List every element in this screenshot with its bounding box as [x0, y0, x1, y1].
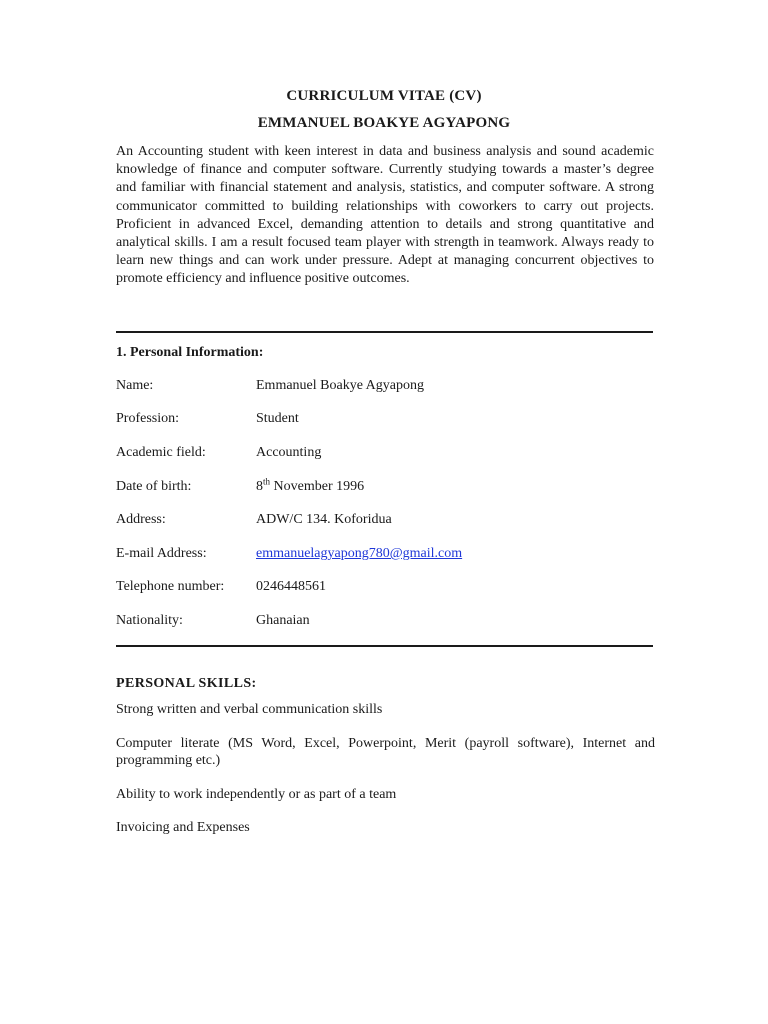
info-value: Ghanaian	[256, 613, 310, 628]
info-row-telephone	[116, 579, 656, 599]
info-label: Address:	[116, 512, 166, 527]
dob-rest: November 1996	[270, 479, 365, 494]
info-value: Student	[256, 411, 299, 426]
info-value: ADW/C 134. Koforidua	[256, 512, 392, 527]
info-row-profession	[116, 411, 656, 431]
info-row-address	[116, 512, 656, 532]
skill-item: Ability to work independently or as part of a team	[116, 787, 397, 802]
info-label: Telephone number:	[116, 579, 225, 594]
info-row-email	[116, 546, 656, 566]
info-value: Accounting	[256, 445, 322, 460]
info-row-academic-field	[116, 445, 656, 465]
info-label: Profession:	[116, 411, 179, 426]
skill-item: Computer literate (MS Word, Excel, Powerpoint, Merit (payroll software), Internet and programming etc.)	[116, 736, 655, 768]
skill-item: Invoicing and Expenses	[116, 820, 250, 835]
info-row-date-of-birth	[116, 476, 656, 499]
personal-skills-heading: PERSONAL SKILLS:	[116, 676, 257, 691]
section-divider	[116, 645, 653, 647]
info-value	[256, 476, 365, 495]
section-divider	[116, 331, 653, 333]
info-label: E-mail Address:	[116, 546, 207, 561]
skill-item: Strong written and verbal communication skills	[116, 702, 383, 717]
info-label: Nationality:	[116, 613, 183, 628]
dob-ordinal-suffix: th	[263, 476, 271, 487]
info-label: Name:	[116, 378, 154, 393]
personal-info-heading: 1. Personal Information:	[116, 345, 264, 360]
dob-day: 8	[256, 479, 263, 494]
info-value: Emmanuel Boakye Agyapong	[256, 378, 424, 393]
info-label: Academic field:	[116, 445, 206, 460]
profile-summary: An Accounting student with keen interest in data and business analysis and sound academic knowledge of finance and computer software. Currently studying towards a master’s degree and familiar with financial statement and analysis, statistics, and computer software. A strong communicator committed to building relationships with coworkers to carry out projects. Proficient in advanced Excel, demanding attention to details and strong quantitative and analytical skills. I am a result focused team player with strength in teamwork. Always ready to learn new things and can work under pressure. Adept at managing concurrent objectives to promote efficiency and influence positive outcomes.	[116, 144, 654, 287]
info-value: 0246448561	[256, 579, 326, 594]
candidate-name: EMMANUEL BOAKYE AGYAPONG	[257, 115, 511, 131]
info-label: Date of birth:	[116, 479, 192, 494]
info-row-name	[116, 378, 656, 398]
info-row-nationality	[116, 613, 656, 633]
document-title: CURRICULUM VITAE (CV)	[286, 88, 482, 104]
email-link[interactable]: emmanuelagyapong780@gmail.com	[256, 546, 463, 561]
